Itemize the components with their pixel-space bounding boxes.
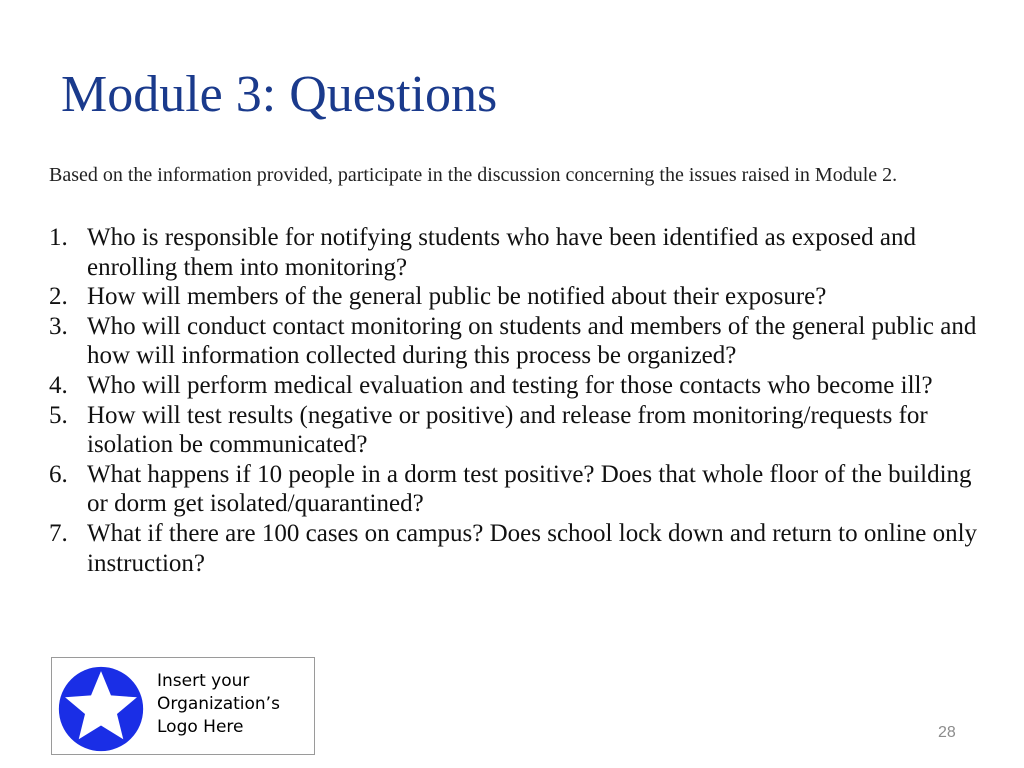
question-item-7	[49, 519, 984, 578]
question-item-6	[49, 460, 984, 519]
question-number: 5.	[49, 401, 68, 429]
page-number: 28	[938, 724, 956, 741]
question-number: 1.	[49, 224, 68, 251]
question-item-3	[49, 312, 984, 371]
slide-title: Module 3: Questions	[61, 66, 498, 123]
logo-text-line: Organization’s	[157, 694, 280, 714]
question-number: 4.	[49, 371, 68, 399]
question-text: How will test results (negative or positive) and release from monitoring/requests for isolation be communicated?	[87, 401, 928, 459]
question-text: Who is responsible for notifying students who have been identified as exposed and enrolling them into monitoring?	[87, 224, 916, 281]
question-text: What if there are 100 cases on campus? Does school lock down and return to online only instruction?	[87, 519, 978, 577]
logo-placeholder-text	[157, 670, 280, 739]
question-item-1	[49, 223, 984, 282]
question-number: 6.	[49, 460, 68, 488]
question-text: How will members of the general public be notified about their exposure?	[87, 283, 827, 311]
question-number: 7.	[49, 519, 68, 547]
question-text: Who will perform medical evaluation and testing for those contacts who become ill?	[87, 371, 933, 399]
question-number: 3.	[49, 312, 68, 340]
logo-text-line: Insert your	[157, 671, 250, 691]
question-item-5	[49, 401, 984, 460]
question-text: Who will conduct contact monitoring on students and members of the general public and how will information collected during this process be organized?	[87, 312, 977, 370]
intro-text: Based on the information provided, participate in the discussion concerning the issues raised in Module 2.	[49, 164, 898, 186]
question-list	[49, 223, 984, 578]
logo-text-line: Logo Here	[157, 717, 244, 737]
question-text: What happens if 10 people in a dorm test positive? Does that whole floor of the building or dorm get isolated/quarantined?	[87, 460, 972, 518]
question-item-2	[49, 282, 984, 312]
logo-placeholder	[51, 657, 315, 755]
question-item-4	[49, 371, 984, 401]
star-icon	[58, 666, 144, 752]
question-number: 2.	[49, 283, 68, 311]
